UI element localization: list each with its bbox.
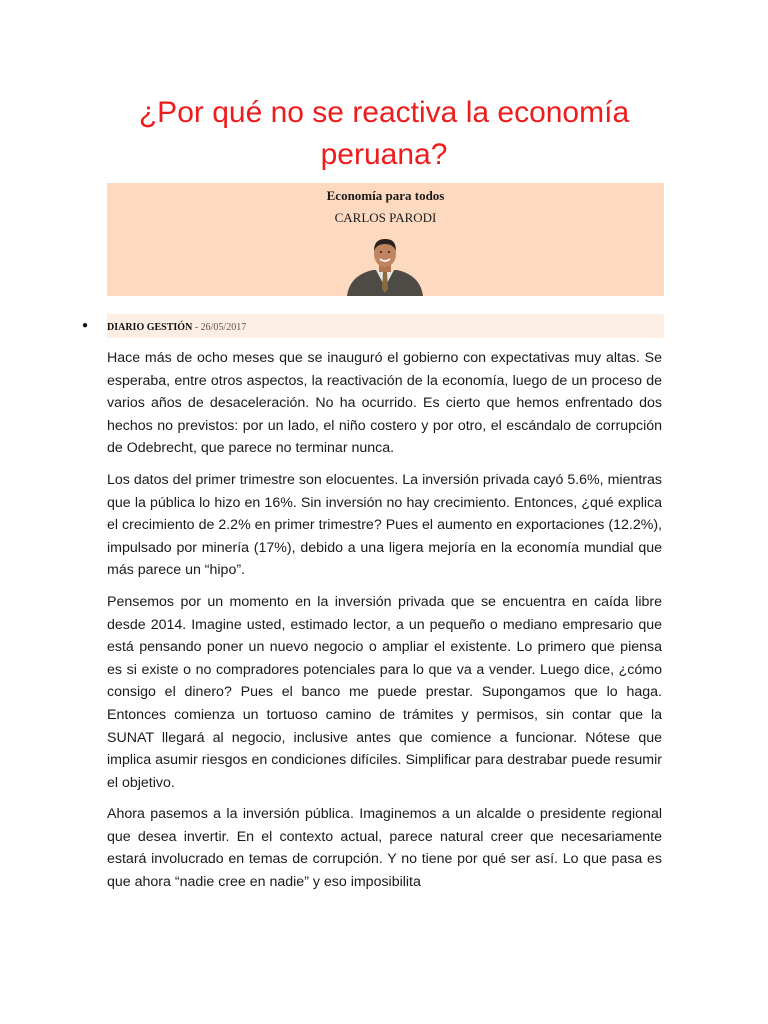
- source-separator: -: [192, 322, 201, 333]
- source-line: [107, 322, 246, 333]
- article-title: ¿Por qué no se reactiva la economía peruana?: [138, 96, 630, 171]
- author-portrait: [345, 237, 425, 296]
- bullet-icon: ●: [82, 320, 89, 331]
- paragraph: Los datos del primer trimestre son elocuentes. La inversión privada cayó 5.6%, mientras que la pública lo hizo en 16%. Sin inversión no hay crecimiento. Entonces, ¿qué explica el crecimiento de 2.2% en primer trimestre? Pues el aumento en exportaciones (12.2%), impulsado por minería (17%), debido a una ligera mejoría en la economía mundial que más parece un “hipo”.: [107, 471, 662, 579]
- column-banner: [107, 183, 664, 296]
- source-name: DIARIO GESTIÓN: [107, 322, 193, 333]
- paragraph: Hace más de ocho meses que se inauguró el gobierno con expectativas muy altas. Se esperaba, entre otros aspectos, la reactivación de la economía, luego de un proceso de varios años de desaceleración. No ha ocurrido. Es cierto que hemos enfrentado dos hechos no previstos: por un lado, el niño costero y por otro, el escándalo de corrupción de Odebrecht, que parece no terminar nunca.: [107, 350, 662, 457]
- column-section-name: Economía para todos: [326, 188, 445, 203]
- paragraph: Ahora pasemos a la inversión pública. Imaginemos a un alcalde o presidente regional que desea invertir. En el contexto actual, parece natural creer que necesariamente estará involucrado en temas de corrupción. Y no tiene por qué ser así. Lo que pasa es que ahora “nadie cree en nadie” y eso imposibilita: [107, 806, 662, 891]
- article-body: [107, 347, 662, 903]
- source-date: 26/05/2017: [200, 322, 247, 333]
- paragraph: Pensemos por un momento en la inversión privada que se encuentra en caída libre desde 2014. Imagine usted, estimado lector, a un pequeño o mediano empresario que está pensando poner un nuevo negocio o ampliar el existente. Lo primero que piensa es si existe o no compradores potenciales para lo que va a vender. Luego dice, ¿cómo consigo el dinero? Pues el banco me puede prestar. Supongamos que lo haga. Entonces comienza un tortuoso camino de trámites y permisos, sin contar que la SUNAT llegará al negocio, inclusive antes que comience a funcionar. Nótese que implica asumir riesgos en condiciones difíciles. Simplificar para destrabar puede resumir el objetivo.: [107, 593, 662, 791]
- column-author-name: CARLOS PARODI: [334, 210, 437, 225]
